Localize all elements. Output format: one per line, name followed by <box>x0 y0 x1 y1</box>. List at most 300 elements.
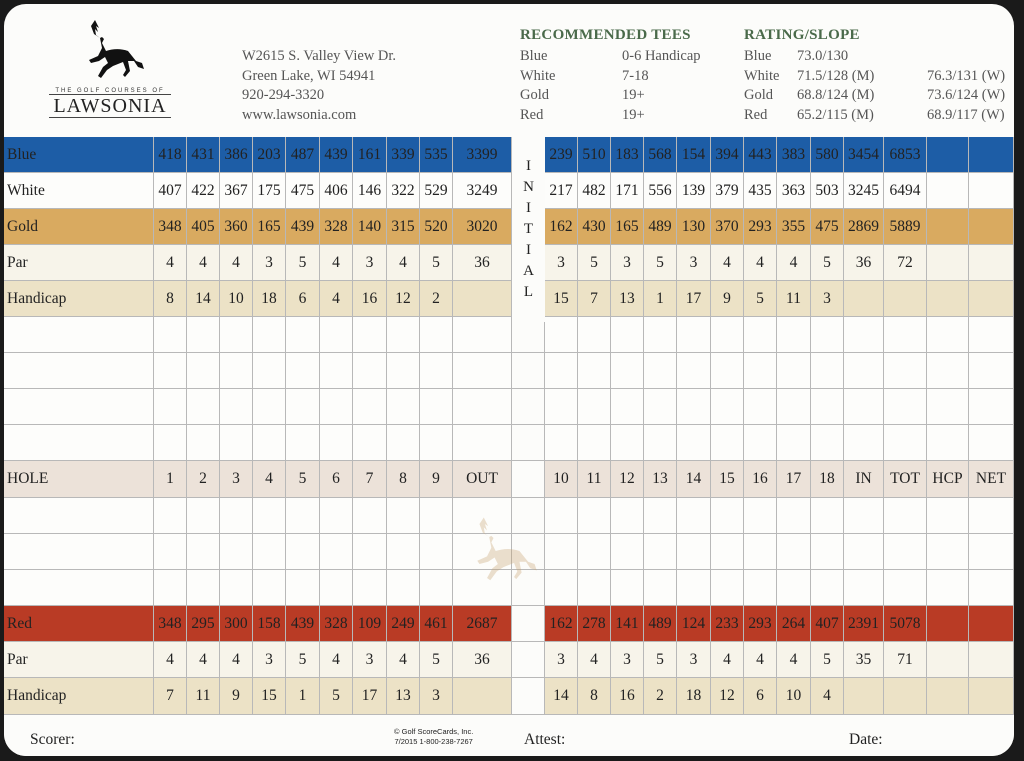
score-cell: 300 <box>220 606 253 641</box>
score-input-cell[interactable] <box>744 389 777 424</box>
score-input-cell[interactable] <box>187 353 220 388</box>
rating-men: 68.8/124 (M) <box>797 87 875 103</box>
score-cell: 12 <box>611 461 644 497</box>
score-cell: 3 <box>353 245 387 280</box>
score-input-cell[interactable] <box>387 498 420 533</box>
row-red <box>4 606 1014 642</box>
score-input-cell[interactable] <box>611 498 644 533</box>
score-input-cell[interactable] <box>811 498 844 533</box>
score-input-cell[interactable] <box>578 389 611 424</box>
score-cell: 162 <box>545 209 578 244</box>
score-input-cell[interactable] <box>611 534 644 569</box>
score-input-cell[interactable] <box>420 570 453 605</box>
row-hole <box>4 461 1014 498</box>
address-street: W2615 S. Valley View Dr. <box>242 48 397 64</box>
score-cell: 5 <box>286 245 320 280</box>
score-input-cell[interactable] <box>512 425 545 460</box>
score-input-cell[interactable] <box>545 498 578 533</box>
score-input-cell[interactable] <box>711 534 744 569</box>
row-label: HOLE <box>4 461 154 497</box>
score-input-cell[interactable] <box>644 570 677 605</box>
score-cell: 4 <box>744 245 777 280</box>
score-cell: HCP <box>927 461 969 497</box>
score-input-cell[interactable] <box>220 534 253 569</box>
rating-men: 71.5/128 (M) <box>797 67 875 84</box>
rating-women: 73.6/124 (W) <box>927 87 1006 103</box>
score-input-cell[interactable] <box>969 317 1014 352</box>
score-cell: NET <box>969 461 1014 497</box>
score-cell: 165 <box>253 209 286 244</box>
score-input-cell[interactable] <box>969 353 1014 388</box>
row-gold <box>4 209 1014 245</box>
score-input-cell[interactable] <box>220 353 253 388</box>
score-input-cell[interactable] <box>286 425 320 460</box>
score-input-cell[interactable] <box>253 353 286 388</box>
score-input-cell[interactable] <box>420 498 453 533</box>
score-input-cell[interactable] <box>353 498 387 533</box>
score-cell: 4 <box>711 642 744 677</box>
score-input-cell[interactable] <box>545 534 578 569</box>
score-input-cell[interactable] <box>811 425 844 460</box>
score-input-cell[interactable] <box>220 317 253 352</box>
score-cell: 1 <box>286 678 320 714</box>
score-input-cell[interactable] <box>744 353 777 388</box>
score-input-cell[interactable] <box>320 534 353 569</box>
score-input-cell[interactable] <box>844 389 884 424</box>
rating-men: 65.2/115 (M) <box>797 106 874 123</box>
score-cell: 1 <box>154 461 187 497</box>
tee-handicap: 7-18 <box>622 67 649 84</box>
score-input-cell[interactable] <box>320 425 353 460</box>
score-input-cell[interactable] <box>711 353 744 388</box>
score-input-cell[interactable] <box>969 534 1014 569</box>
score-cell: 293 <box>744 209 777 244</box>
score-input-cell[interactable] <box>286 317 320 352</box>
score-cell: 249 <box>387 606 420 641</box>
score-input-cell[interactable] <box>811 389 844 424</box>
score-entry-row[interactable] <box>4 317 1014 353</box>
rating-tee: Blue <box>744 48 772 64</box>
score-cell: 568 <box>644 137 677 172</box>
score-input-cell[interactable] <box>253 570 286 605</box>
score-input-cell[interactable] <box>927 570 969 605</box>
score-input-cell[interactable] <box>220 498 253 533</box>
score-input-cell[interactable] <box>578 317 611 352</box>
row-label[interactable] <box>4 425 154 460</box>
score-input-cell[interactable] <box>711 570 744 605</box>
row-label[interactable] <box>4 534 154 569</box>
score-input-cell[interactable] <box>453 317 512 352</box>
score-input-cell[interactable] <box>677 498 711 533</box>
score-input-cell[interactable] <box>777 570 811 605</box>
score-input-cell[interactable] <box>927 317 969 352</box>
score-input-cell[interactable] <box>644 534 677 569</box>
score-input-cell[interactable] <box>811 317 844 352</box>
score-cell: 16 <box>744 461 777 497</box>
score-input-cell[interactable] <box>578 570 611 605</box>
score-cell: 3 <box>677 642 711 677</box>
score-cell: 6494 <box>884 173 927 208</box>
score-input-cell[interactable] <box>777 425 811 460</box>
score-cell: 15 <box>711 461 744 497</box>
score-cell: 535 <box>420 137 453 172</box>
rating-slope-title: RATING/SLOPE <box>744 27 860 43</box>
score-cell <box>453 678 512 714</box>
score-cell: 3 <box>545 245 578 280</box>
recommended-tees <box>520 27 701 125</box>
score-input-cell[interactable] <box>969 498 1014 533</box>
score-input-cell[interactable] <box>777 353 811 388</box>
card-header <box>4 4 1014 138</box>
score-cell: 443 <box>744 137 777 172</box>
score-cell: 17 <box>777 461 811 497</box>
row-label: Gold <box>4 209 154 244</box>
scorer-label: Scorer: <box>30 731 75 748</box>
score-cell: 4 <box>387 245 420 280</box>
score-cell: 503 <box>811 173 844 208</box>
score-input-cell[interactable] <box>711 317 744 352</box>
score-input-cell[interactable] <box>744 498 777 533</box>
address-block <box>242 47 396 125</box>
row-label[interactable] <box>4 317 154 352</box>
scorecard <box>4 4 1014 756</box>
score-input-cell[interactable] <box>353 389 387 424</box>
score-input-cell[interactable] <box>677 570 711 605</box>
score-cell: 4 <box>711 245 744 280</box>
score-input-cell[interactable] <box>611 425 644 460</box>
score-input-cell[interactable] <box>969 425 1014 460</box>
score-cell: 154 <box>677 137 711 172</box>
score-cell: 140 <box>353 209 387 244</box>
row-label[interactable] <box>4 389 154 424</box>
score-input-cell[interactable] <box>677 425 711 460</box>
score-input-cell[interactable] <box>320 317 353 352</box>
row-label[interactable] <box>4 353 154 388</box>
score-input-cell[interactable] <box>253 389 286 424</box>
row-label: Handicap <box>4 281 154 316</box>
score-input-cell[interactable] <box>220 570 253 605</box>
score-input-cell[interactable] <box>154 498 187 533</box>
score-input-cell[interactable] <box>927 534 969 569</box>
score-cell <box>512 606 545 641</box>
score-input-cell[interactable] <box>286 570 320 605</box>
score-cell <box>927 209 969 244</box>
score-input-cell[interactable] <box>353 570 387 605</box>
score-input-cell[interactable] <box>187 570 220 605</box>
score-input-cell[interactable] <box>611 353 644 388</box>
score-input-cell[interactable] <box>320 570 353 605</box>
score-cell <box>927 245 969 280</box>
score-cell: 9 <box>711 281 744 316</box>
score-input-cell[interactable] <box>187 534 220 569</box>
score-cell: 4 <box>187 642 220 677</box>
score-cell: 1 <box>644 281 677 316</box>
score-input-cell[interactable] <box>884 534 927 569</box>
score-cell: 71 <box>884 642 927 677</box>
score-cell: 439 <box>286 606 320 641</box>
score-input-cell[interactable] <box>353 425 387 460</box>
score-input-cell[interactable] <box>811 353 844 388</box>
score-input-cell[interactable] <box>253 425 286 460</box>
rating-women: 76.3/131 (W) <box>927 67 1006 84</box>
score-input-cell[interactable] <box>320 498 353 533</box>
score-cell: 370 <box>711 209 744 244</box>
score-cell: 165 <box>611 209 644 244</box>
row-label: Handicap <box>4 678 154 714</box>
copyright-line2: 7/2015 1-800-238-7267 <box>394 737 473 746</box>
score-entry-row[interactable] <box>4 425 1014 461</box>
tee-handicap: 0-6 Handicap <box>622 48 701 64</box>
score-cell: 3 <box>253 642 286 677</box>
row-par2 <box>4 642 1014 678</box>
score-input-cell[interactable] <box>578 425 611 460</box>
score-input-cell[interactable] <box>220 389 253 424</box>
score-cell: 580 <box>811 137 844 172</box>
score-input-cell[interactable] <box>711 425 744 460</box>
score-input-cell[interactable] <box>545 425 578 460</box>
score-cell: 3 <box>677 245 711 280</box>
score-input-cell[interactable] <box>644 389 677 424</box>
score-input-cell[interactable] <box>453 353 512 388</box>
score-cell: 4 <box>320 245 353 280</box>
score-input-cell[interactable] <box>844 353 884 388</box>
score-input-cell[interactable] <box>420 389 453 424</box>
row-label[interactable] <box>4 570 154 605</box>
score-entry-row[interactable] <box>4 353 1014 389</box>
score-cell: 4 <box>253 461 286 497</box>
initial-letter: N <box>523 179 534 195</box>
row-blue <box>4 137 1014 173</box>
score-input-cell[interactable] <box>545 317 578 352</box>
score-input-cell[interactable] <box>927 498 969 533</box>
score-input-cell[interactable] <box>353 353 387 388</box>
score-cell: 5889 <box>884 209 927 244</box>
score-cell: 348 <box>154 209 187 244</box>
score-input-cell[interactable] <box>387 425 420 460</box>
tee-name: White <box>520 67 556 84</box>
score-input-cell[interactable] <box>811 570 844 605</box>
score-input-cell[interactable] <box>884 425 927 460</box>
score-entry-row[interactable] <box>4 389 1014 425</box>
score-input-cell[interactable] <box>578 353 611 388</box>
score-input-cell[interactable] <box>420 317 453 352</box>
score-input-cell[interactable] <box>453 389 512 424</box>
score-cell: 124 <box>677 606 711 641</box>
address-web: www.lawsonia.com <box>242 106 357 123</box>
score-input-cell[interactable] <box>512 317 545 352</box>
score-input-cell[interactable] <box>884 353 927 388</box>
score-cell <box>927 281 969 316</box>
score-input-cell[interactable] <box>387 389 420 424</box>
score-cell: 203 <box>253 137 286 172</box>
score-input-cell[interactable] <box>744 425 777 460</box>
score-cell: IN <box>844 461 884 497</box>
row-handicap2 <box>4 678 1014 715</box>
score-input-cell[interactable] <box>545 570 578 605</box>
attest-label: Attest: <box>524 731 566 748</box>
score-cell: 10 <box>220 281 253 316</box>
score-input-cell[interactable] <box>320 389 353 424</box>
score-input-cell[interactable] <box>387 353 420 388</box>
rating-tee: Red <box>744 106 768 123</box>
score-input-cell[interactable] <box>844 498 884 533</box>
score-input-cell[interactable] <box>777 389 811 424</box>
score-cell: 217 <box>545 173 578 208</box>
score-cell: 15 <box>545 281 578 316</box>
copyright-line1: © Golf ScoreCards, Inc. <box>394 727 474 736</box>
score-input-cell[interactable] <box>286 534 320 569</box>
score-input-cell[interactable] <box>927 353 969 388</box>
score-input-cell[interactable] <box>677 534 711 569</box>
score-cell: 4 <box>320 281 353 316</box>
score-input-cell[interactable] <box>644 317 677 352</box>
score-input-cell[interactable] <box>387 534 420 569</box>
score-input-cell[interactable] <box>286 353 320 388</box>
score-input-cell[interactable] <box>420 353 453 388</box>
rating-women: 68.9/117 (W) <box>927 106 1005 123</box>
score-input-cell[interactable] <box>253 498 286 533</box>
score-cell: 322 <box>387 173 420 208</box>
score-input-cell[interactable] <box>844 317 884 352</box>
score-cell: 158 <box>253 606 286 641</box>
score-cell: 2869 <box>844 209 884 244</box>
score-input-cell[interactable] <box>320 353 353 388</box>
score-input-cell[interactable] <box>187 498 220 533</box>
score-cell: 3 <box>253 245 286 280</box>
score-input-cell[interactable] <box>927 389 969 424</box>
score-input-cell[interactable] <box>884 317 927 352</box>
score-cell: 5 <box>286 461 320 497</box>
score-input-cell[interactable] <box>711 498 744 533</box>
score-input-cell[interactable] <box>777 534 811 569</box>
score-input-cell[interactable] <box>353 317 387 352</box>
score-input-cell[interactable] <box>187 389 220 424</box>
row-label: Par <box>4 642 154 677</box>
initial-letter: A <box>523 263 534 279</box>
score-cell: 529 <box>420 173 453 208</box>
score-cell: 14 <box>677 461 711 497</box>
score-input-cell[interactable] <box>420 425 453 460</box>
score-input-cell[interactable] <box>884 498 927 533</box>
score-input-cell[interactable] <box>927 425 969 460</box>
score-input-cell[interactable] <box>644 498 677 533</box>
recommended-tees-title: RECOMMENDED TEES <box>520 27 691 43</box>
score-input-cell[interactable] <box>154 389 187 424</box>
score-input-cell[interactable] <box>611 389 644 424</box>
score-input-cell[interactable] <box>677 317 711 352</box>
score-cell: 3 <box>611 642 644 677</box>
score-cell: 475 <box>286 173 320 208</box>
score-input-cell[interactable] <box>286 498 320 533</box>
row-label[interactable] <box>4 498 154 533</box>
score-input-cell[interactable] <box>969 389 1014 424</box>
score-input-cell[interactable] <box>545 389 578 424</box>
score-input-cell[interactable] <box>744 570 777 605</box>
score-input-cell[interactable] <box>744 534 777 569</box>
score-input-cell[interactable] <box>387 317 420 352</box>
score-input-cell[interactable] <box>644 425 677 460</box>
score-cell: 4 <box>811 678 844 714</box>
score-input-cell[interactable] <box>187 425 220 460</box>
score-input-cell[interactable] <box>844 534 884 569</box>
score-input-cell[interactable] <box>220 425 253 460</box>
score-input-cell[interactable] <box>578 534 611 569</box>
score-input-cell[interactable] <box>711 389 744 424</box>
score-input-cell[interactable] <box>777 317 811 352</box>
score-cell: 315 <box>387 209 420 244</box>
score-cell: 520 <box>420 209 453 244</box>
score-input-cell[interactable] <box>545 353 578 388</box>
score-input-cell[interactable] <box>154 317 187 352</box>
lawsonia-logo <box>30 16 190 134</box>
score-cell: 4 <box>744 642 777 677</box>
score-input-cell[interactable] <box>387 570 420 605</box>
score-cell: 407 <box>154 173 187 208</box>
rating-tee: Gold <box>744 87 773 103</box>
score-cell: 6853 <box>884 137 927 172</box>
score-input-cell[interactable] <box>154 353 187 388</box>
score-input-cell[interactable] <box>512 353 545 388</box>
score-input-cell[interactable] <box>777 498 811 533</box>
score-input-cell[interactable] <box>154 534 187 569</box>
score-input-cell[interactable] <box>253 534 286 569</box>
score-input-cell[interactable] <box>744 317 777 352</box>
score-input-cell[interactable] <box>884 570 927 605</box>
score-input-cell[interactable] <box>611 570 644 605</box>
score-cell: 4 <box>777 245 811 280</box>
score-input-cell[interactable] <box>677 389 711 424</box>
score-cell <box>969 606 1014 641</box>
score-input-cell[interactable] <box>578 498 611 533</box>
score-input-cell[interactable] <box>844 425 884 460</box>
score-cell <box>512 678 545 714</box>
score-cell: 4 <box>220 642 253 677</box>
score-cell: 510 <box>578 137 611 172</box>
score-input-cell[interactable] <box>286 389 320 424</box>
score-input-cell[interactable] <box>154 570 187 605</box>
score-input-cell[interactable] <box>969 570 1014 605</box>
score-cell: 14 <box>187 281 220 316</box>
score-input-cell[interactable] <box>611 317 644 352</box>
score-input-cell[interactable] <box>884 389 927 424</box>
score-input-cell[interactable] <box>811 534 844 569</box>
score-cell <box>927 173 969 208</box>
score-input-cell[interactable] <box>420 534 453 569</box>
score-input-cell[interactable] <box>677 353 711 388</box>
score-input-cell[interactable] <box>353 534 387 569</box>
score-cell: 328 <box>320 209 353 244</box>
score-cell: 475 <box>811 209 844 244</box>
score-input-cell[interactable] <box>154 425 187 460</box>
score-cell: 141 <box>611 606 644 641</box>
score-cell: 439 <box>286 209 320 244</box>
score-input-cell[interactable] <box>644 353 677 388</box>
score-cell: 394 <box>711 137 744 172</box>
score-cell: 5 <box>811 245 844 280</box>
score-cell: 431 <box>187 137 220 172</box>
score-input-cell[interactable] <box>253 317 286 352</box>
score-input-cell[interactable] <box>187 317 220 352</box>
score-input-cell[interactable] <box>453 425 512 460</box>
score-input-cell[interactable] <box>844 570 884 605</box>
score-input-cell[interactable] <box>512 389 545 424</box>
score-cell: 11 <box>187 678 220 714</box>
rating-row <box>744 86 1005 106</box>
rating-row <box>744 47 1005 67</box>
score-cell: 5 <box>744 281 777 316</box>
score-cell <box>927 678 969 714</box>
score-cell: 3 <box>353 642 387 677</box>
